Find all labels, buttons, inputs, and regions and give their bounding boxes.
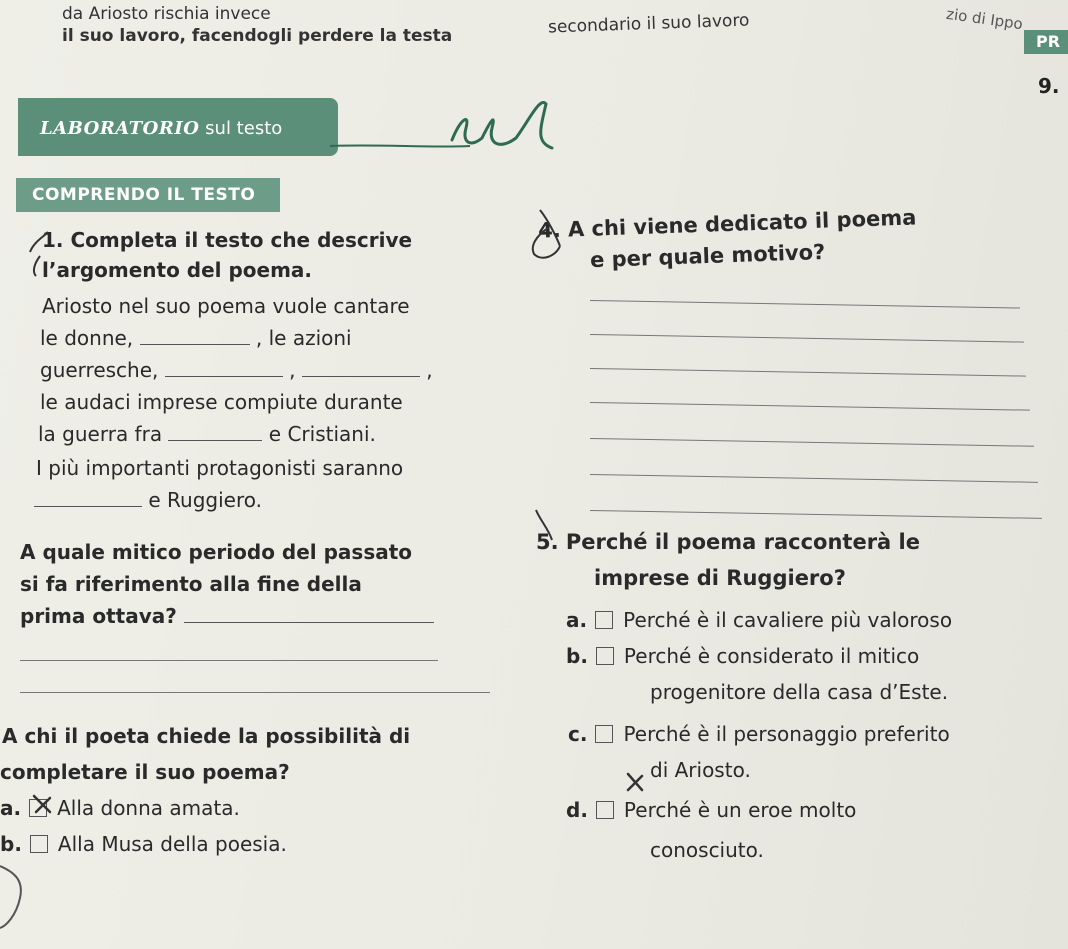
q1-fill-3b: , xyxy=(289,358,296,382)
q3-option-a-text: Alla donna amata. xyxy=(57,796,240,820)
q1-fill-5b: e Cristiani. xyxy=(268,422,376,446)
q3-option-b-text: Alla Musa della poesia. xyxy=(57,832,287,856)
q4-number: 4. xyxy=(537,217,562,243)
q1-fill-2a: le donne, xyxy=(40,326,134,350)
q1-text-1: Completa il testo che descrive xyxy=(70,228,413,252)
q5-option-c-letter: c. xyxy=(568,722,588,746)
q1-fill-1: Ariosto nel suo poema vuole cantare xyxy=(42,294,410,318)
exercise-number: 9. xyxy=(1038,74,1060,98)
sul-testo-word: sul testo xyxy=(205,118,283,139)
q5-option-c-text-2: di Ariosto. xyxy=(650,758,751,782)
q3-option-b-letter: b. xyxy=(0,832,22,856)
q5-text-1: Perché il poema racconterà le xyxy=(565,530,920,554)
q1-fill-3c: , xyxy=(426,358,433,382)
top-fragment-right: zio di Ippo xyxy=(945,4,1024,34)
q5-option-d-text-1: Perché è un eroe molto xyxy=(623,798,857,822)
q1-fill-3a: guerresche, xyxy=(40,358,159,382)
q1-fill-5a: la guerra fra xyxy=(38,422,163,446)
q1-fill-6: I più importanti protagonisti saranno xyxy=(36,456,404,480)
q5-line2: imprese di Ruggiero? xyxy=(594,566,846,590)
q3-line1: A chi il poeta chiede la possibilità di xyxy=(2,724,411,748)
q2-line1: A quale mitico periodo del passato xyxy=(20,540,413,564)
laboratorio-word: LABORATORIO xyxy=(40,118,200,139)
q2-line3-text: prima ottava? xyxy=(20,604,177,628)
q5-option-b-text-2: progenitore della casa d’Este. xyxy=(650,680,949,704)
q5-number: 5. xyxy=(536,530,559,554)
q1-fill-4: le audaci imprese compiute durante xyxy=(40,390,403,414)
q4-line2: e per quale motivo? xyxy=(589,239,826,273)
q4-text-1: A chi viene dedicato il poema xyxy=(567,205,917,242)
page-badge: PR xyxy=(1024,30,1068,54)
q1-fill-2b: , le azioni xyxy=(255,326,352,350)
q5-option-b-letter: b. xyxy=(566,644,588,668)
q1-line2: l’argomento del poema. xyxy=(42,258,313,282)
q2-line2: si fa riferimento alla fine della xyxy=(20,572,362,596)
q5-option-a-text: Perché è il cavaliere più valoroso xyxy=(623,608,953,632)
q5-option-d-letter: d. xyxy=(566,798,588,822)
top-line-2b: secondario il suo lavoro xyxy=(547,10,750,38)
q1-number: 1. xyxy=(42,228,64,252)
q5-option-b-text-1: Perché è considerato il mitico xyxy=(623,644,920,668)
q3-line2: completare il suo poema? xyxy=(0,760,290,784)
q3-option-a-letter: a. xyxy=(0,796,22,820)
top-line-1: da Ariosto rischia invece xyxy=(62,4,271,24)
section-heading: COMPRENDO IL TESTO xyxy=(16,178,280,212)
top-line-2-bold: il suo lavoro, facendogli perdere la testa xyxy=(62,26,453,46)
q5-option-c-text-1: Perché è il personaggio preferito xyxy=(623,722,950,746)
q5-option-d-text-2: conosciuto. xyxy=(650,838,764,862)
q5-option-a-letter: a. xyxy=(566,608,588,632)
q1-fill-7-text: e Ruggiero. xyxy=(148,488,262,512)
